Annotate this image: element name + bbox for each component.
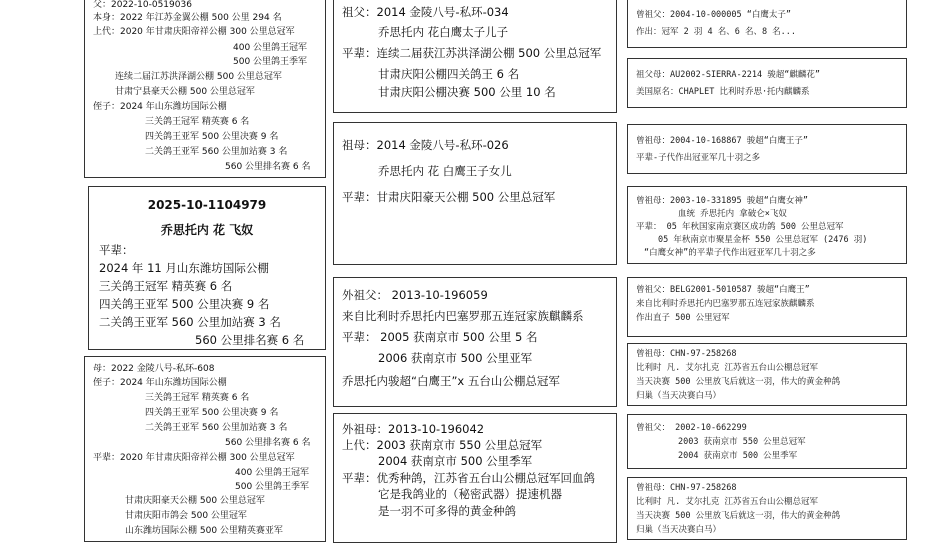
maternal-grandfather-card	[333, 277, 617, 407]
pgm-line: 祖母：2014 金陵八号-私环-026	[342, 138, 509, 152]
gg-card-7	[627, 414, 907, 469]
mgf-line: 乔思托内骏超“白鹰王”x 五台山公棚总冠军	[342, 374, 560, 388]
father-line: 连续二届江苏洪泽湖公棚 500 公里总冠军	[115, 72, 282, 82]
mgf-line: 来自比利时乔思托内巴塞罗那五连冠家族麒麟系	[342, 309, 584, 323]
father-line: 500 公里鸽王季军	[233, 57, 308, 67]
mother-line: 400 公里鸽王冠军	[235, 468, 310, 478]
father-line: 560 公里排名赛 6 名	[225, 162, 311, 172]
father-line: 400 公里鸽王冠军	[233, 43, 308, 53]
gg-line: 来自比利时乔思托内巴塞罗那五连冠家族麒麟系	[636, 299, 815, 309]
mgm-line: 2004 获南京市 500 公里季军	[378, 454, 533, 468]
gg-line: 作出直子 500 公里冠军	[636, 313, 730, 323]
pgf-line: 甘肃庆阳公棚决赛 500 公里 10 名	[378, 85, 556, 99]
gg-line: 当天决赛 500 公里放飞后就这一羽，伟大的黄金种鸽	[636, 377, 841, 387]
gg-line: 比利时 凡. 艾尔扎克 江苏省五台山公棚总冠军	[636, 363, 818, 373]
gg-line: 曾祖母：CHN-97-258268	[636, 483, 737, 493]
gg-line: 曾祖母：CHN-97-258268	[636, 349, 737, 359]
main-peer-label: 平辈：	[99, 243, 134, 257]
gg-line: “白鹰女神”的平辈子代作出冠亚军几十羽之多	[644, 248, 816, 258]
mother-line: 甘肃庆阳豪天公棚 500 公里总冠军	[125, 496, 265, 506]
father-line: 侄子：2024 年山东潍坊国际公棚	[93, 102, 227, 112]
gg-line: 归巢（当天决赛白马）	[636, 391, 722, 401]
pgm-line: 平辈：甘肃庆阳豪天公棚 500 公里总冠军	[342, 190, 556, 204]
mgm-line: 它是我鸽业的（秘密武器）提速机器	[378, 487, 562, 501]
gg-line: 平辈： 05 年秋国家南京赛区成功鸽 500 公里总冠军	[636, 222, 844, 232]
gg-line: 曾祖母：2003-10-331895 骏超“白鹰女神”	[636, 196, 808, 206]
gg-line: 平辈-子代作出冠亚军几十羽之多	[636, 153, 761, 163]
gg-line: 归巢（当天决赛白马）	[636, 525, 722, 535]
gg-card-3	[627, 124, 907, 174]
gg-line: 祖父母：AU2002-SIERRA-2214 骏超“麒麟花”	[636, 70, 820, 80]
mgm-line: 外祖母：2013-10-196042	[342, 422, 485, 436]
father-self: 本身：2022 年江苏金翼公棚 500 公里 294 名	[93, 13, 282, 23]
mother-line: 500 公里鸽王季军	[235, 482, 310, 492]
maternal-grandmother-card	[333, 413, 617, 543]
paternal-grandmother-card	[333, 122, 617, 265]
main-ring-number: 2025-10-1104979	[147, 198, 267, 212]
gg-line: 曾祖父：BELG2001-5010587 骏超“白鹰王”	[636, 285, 810, 295]
father-id: 父：2022-10-0519036	[93, 0, 192, 10]
father-line: 甘肃宁县豪天公棚 500 公里总冠军	[115, 87, 255, 97]
father-line: 二关鸽王亚军 560 公里加站赛 3 名	[145, 147, 288, 157]
mgm-line: 是一羽不可多得的黄金种鸽	[378, 504, 516, 518]
pgm-line: 乔思托内 花 白鹰王子女儿	[378, 164, 512, 178]
gg-line: 曾祖父：2004-10-000005 “白鹰太子”	[636, 10, 791, 20]
main-line: 三关鸽王冠军 精英赛 6 名	[99, 279, 233, 293]
mother-line: 山东潍坊国际公棚 500 公里精英赛亚军	[125, 526, 283, 536]
main-line: 四关鸽王亚军 500 公里决赛 9 名	[99, 297, 270, 311]
gg-line: 2003 获南京市 550 公里总冠军	[678, 437, 806, 447]
gg-card-6	[627, 343, 907, 406]
pgf-line: 平辈：连续二届获江苏洪泽湖公棚 500 公里总冠军	[342, 46, 602, 60]
mother-line: 四关鸽王亚军 500 公里决赛 9 名	[145, 408, 279, 418]
mother-line: 平辈：2020 年甘肃庆阳帝祥公棚 300 公里总冠军	[93, 453, 295, 463]
father-line: 三关鸽王冠军 精英赛 6 名	[145, 117, 250, 127]
gg-line: 比利时 凡. 艾尔扎克 江苏省五台山公棚总冠军	[636, 497, 818, 507]
main-line: 2024 年 11 月山东潍坊国际公棚	[99, 261, 269, 275]
mother-line: 母：2022 金陵八号-私环-608	[93, 364, 215, 374]
mother-line: 三关鸽王冠军 精英赛 6 名	[145, 393, 250, 403]
paternal-grandfather-card	[333, 0, 617, 113]
gg-line: 曾祖父： 2002-10-662299	[636, 423, 747, 433]
gg-card-8	[627, 477, 907, 540]
pgf-line: 祖父：2014 金陵八号-私环-034	[342, 5, 509, 19]
gg-card-1	[627, 0, 907, 48]
gg-card-4	[627, 186, 907, 264]
mgf-line: 2006 获南京市 500 公里亚军	[378, 351, 533, 365]
father-card	[84, 0, 326, 178]
pgf-line: 甘肃庆阳公棚四关鸽王 6 名	[378, 67, 520, 81]
mother-line: 560 公里排名赛 6 名	[225, 438, 311, 448]
gg-line: 血统 乔思托内 拿破仑×飞奴	[678, 209, 787, 219]
mgf-line: 平辈： 2005 获南京市 500 公里 5 名	[342, 330, 538, 344]
mgm-line: 上代：2003 获南京市 550 公里总冠军	[342, 438, 543, 452]
father-line: 四关鸽王亚军 500 公里决赛 9 名	[145, 132, 279, 142]
gg-line: 曾祖母：2004-10-168867 骏超“白鹰王子”	[636, 136, 808, 146]
gg-line: 作出：冠军 2 羽 4 名、6 名、8 名...	[636, 27, 797, 37]
father-line: 上代：2020 年甘肃庆阳帝祥公棚 300 公里总冠军	[93, 27, 295, 37]
main-pigeon-name: 乔思托内 花 飞奴	[160, 223, 254, 237]
gg-line: 2004 获南京市 500 公里季军	[678, 451, 798, 461]
gg-line: 美国原名：CHAPLET 比利时乔思·托内麒麟系	[636, 87, 810, 97]
mother-line: 甘肃庆阳市鸽会 500 公里冠军	[125, 511, 247, 521]
mgf-line: 外祖父： 2013-10-196059	[342, 288, 488, 302]
gg-card-5	[627, 277, 907, 337]
mother-card	[84, 356, 326, 542]
mgm-line: 平辈：优秀种鸽，江苏省五台山公棚总冠军回血鸽	[342, 471, 595, 485]
gg-line: 当天决赛 500 公里放飞后就这一羽，伟大的黄金种鸽	[636, 511, 841, 521]
main-pigeon-card	[88, 186, 326, 350]
gg-card-2	[627, 58, 907, 108]
mother-line: 侄子：2024 年山东潍坊国际公棚	[93, 378, 227, 388]
mother-line: 二关鸽王亚军 560 公里加站赛 3 名	[145, 423, 288, 433]
pgf-line: 乔思托内 花白鹰太子儿子	[378, 25, 509, 39]
main-line: 560 公里排名赛 6 名	[195, 333, 305, 347]
gg-line: 05 年秋南京市聚星金杯 550 公里总冠军 (2476 羽)	[658, 235, 868, 245]
main-line: 二关鸽王亚军 560 公里加站赛 3 名	[99, 315, 281, 329]
